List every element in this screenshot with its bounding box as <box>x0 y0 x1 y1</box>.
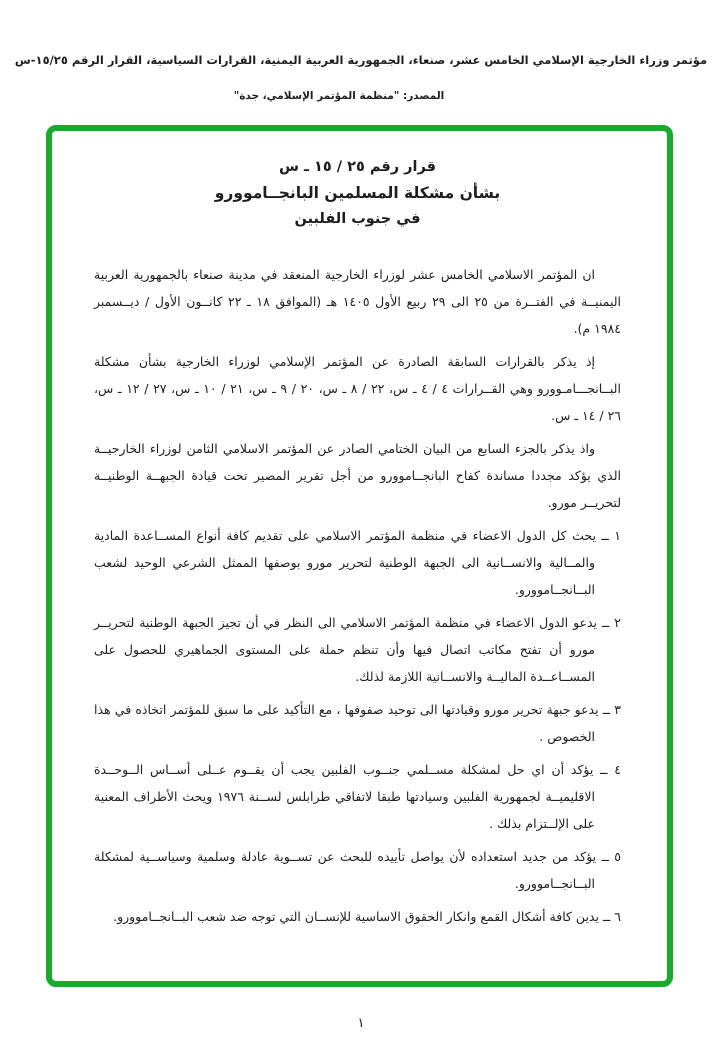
item-number: ٦ ــ <box>602 909 621 924</box>
resolution-item-6 <box>94 903 621 930</box>
resolution-item-4 <box>94 756 621 837</box>
resolution-subject-title: بشأن مشكلة المسلمين البانجــاموورو <box>214 184 501 202</box>
item-number: ٤ ــ <box>600 762 621 777</box>
resolution-item-3 <box>94 696 621 750</box>
item-number: ٢ ــ <box>601 615 621 630</box>
item-number: ٥ ــ <box>601 849 621 864</box>
item-text: يؤكد أن اي حل لمشكلة مســلمي جنــوب الفلبين يجب أن يقــوم عــلى أســاس الــوحــدة الاقليميــة لجمهورية الفلبين وسيادتها طبقا لاتفاقي طرابلس لســنة ١٩٧٦ ويحث الأطراف المعنية على الإلــتزام بذلك . <box>94 762 595 831</box>
source-line: المصدر: "منظمة المؤتمر الإسلامي، جدة" <box>233 90 445 102</box>
resolution-title-block <box>94 159 621 227</box>
resolution-number-title: قرار رقم ٢٥ / ١٥ ـ س <box>278 159 436 175</box>
resolution-location-title: في جنوب الفلبين <box>294 211 421 227</box>
resolution-item-2 <box>94 609 621 690</box>
item-number: ١ ــ <box>601 528 621 543</box>
green-highlight-frame <box>46 125 673 987</box>
item-number: ٣ ــ <box>602 702 621 717</box>
item-text: يدعو الدول الاعضاء في منظمة المؤتمر الاسلامي الى النظر في أن تجيز الجبهة الوطنية لتحريــر مورو أن تفتح مكاتب اتصال فيها وأن تنظم حملة على المستوى الجماهيري للحصول على المســاعــدة الماليــة والانســانية اللازمة لذلك. <box>94 615 598 684</box>
item-text: يدعو جبهة تحرير مورو وقيادتها الى توحيد صفوفها ، مع التأكيد على ما سبق للمؤتمر اتخاذه في هذا الخصوص . <box>94 702 599 744</box>
document-header-line: مؤتمر وزراء الخارجية الإسلامي الخامس عشر، صنعاء، الجمهورية العربية اليمنية، القرارات السياسية، القرار الرقم ٢٥‏/‏١٥‏-س <box>14 53 708 67</box>
resolution-item-1 <box>94 522 621 603</box>
item-text: يدين كافة أشكال القمع وانكار الحقوق الاساسية للإنســان التي توجه ضد شعب البــانجــاموورو. <box>113 909 599 924</box>
preamble-paragraph-2: إذ يذكر بالقرارات السابقة الصادرة عن المؤتمر الإسلامي لوزراء الخارجية بشأن مشكلة البــانجـــامـوورو وهي القــرارات ٤ / ٤ ـ س، ٢٢ / ٨ ـ س، ٢٠ / ٩ ـ س، ٢١ / ١٠ ـ س، ٢٧ / ١٢ ـ س، ٢٦ / ١٤ ـ س. <box>94 354 621 423</box>
preamble-paragraph-3: واذ يذكر بالجزء السابع من البيان الختامي الصادر عن المؤتمر الاسلامي الثامن لوزراء الخارجيــة الذي يؤكد مجددا مساندة كفاح البانجــاموورو من أجل تقرير المصير تحت قيادة الجبهــة الوطنيــة لتحريــر مورو. <box>94 441 621 510</box>
item-text: يحث كل الدول الاعضاء في منظمة المؤتمر الاسلامي على تقديم كافة أنواع المســاعدة المادية والمــالية والانســانية الى الجبهة الوطنية لتحرير مورو بوصفها الممثل الشرعي الوحيد لشعب البــانجــاموورو. <box>94 528 596 597</box>
page-number: ١ <box>357 1016 365 1031</box>
item-text: يؤكد من جديد استعداده لأن يواصل تأييده للبحث عن تســوية عادلة وسلمية وسياســية لمشكلة البــانجــاموورو. <box>94 849 597 891</box>
resolution-body <box>94 261 621 930</box>
resolution-item-5 <box>94 843 621 897</box>
preamble-paragraph-1: ان المؤتمر الاسلامي الخامس عشر لوزراء الخارجية المنعقد في مدينة صنعاء بالجمهورية العربية اليمنيــة في الفتــرة من ٢٥ الى ٢٩ ربيع الأول ١٤٠٥ هـ (الموافق ١٨ ـ ٢٢ كانــون الأول / ديــسمبر ١٩٨٤ م). <box>94 267 621 336</box>
